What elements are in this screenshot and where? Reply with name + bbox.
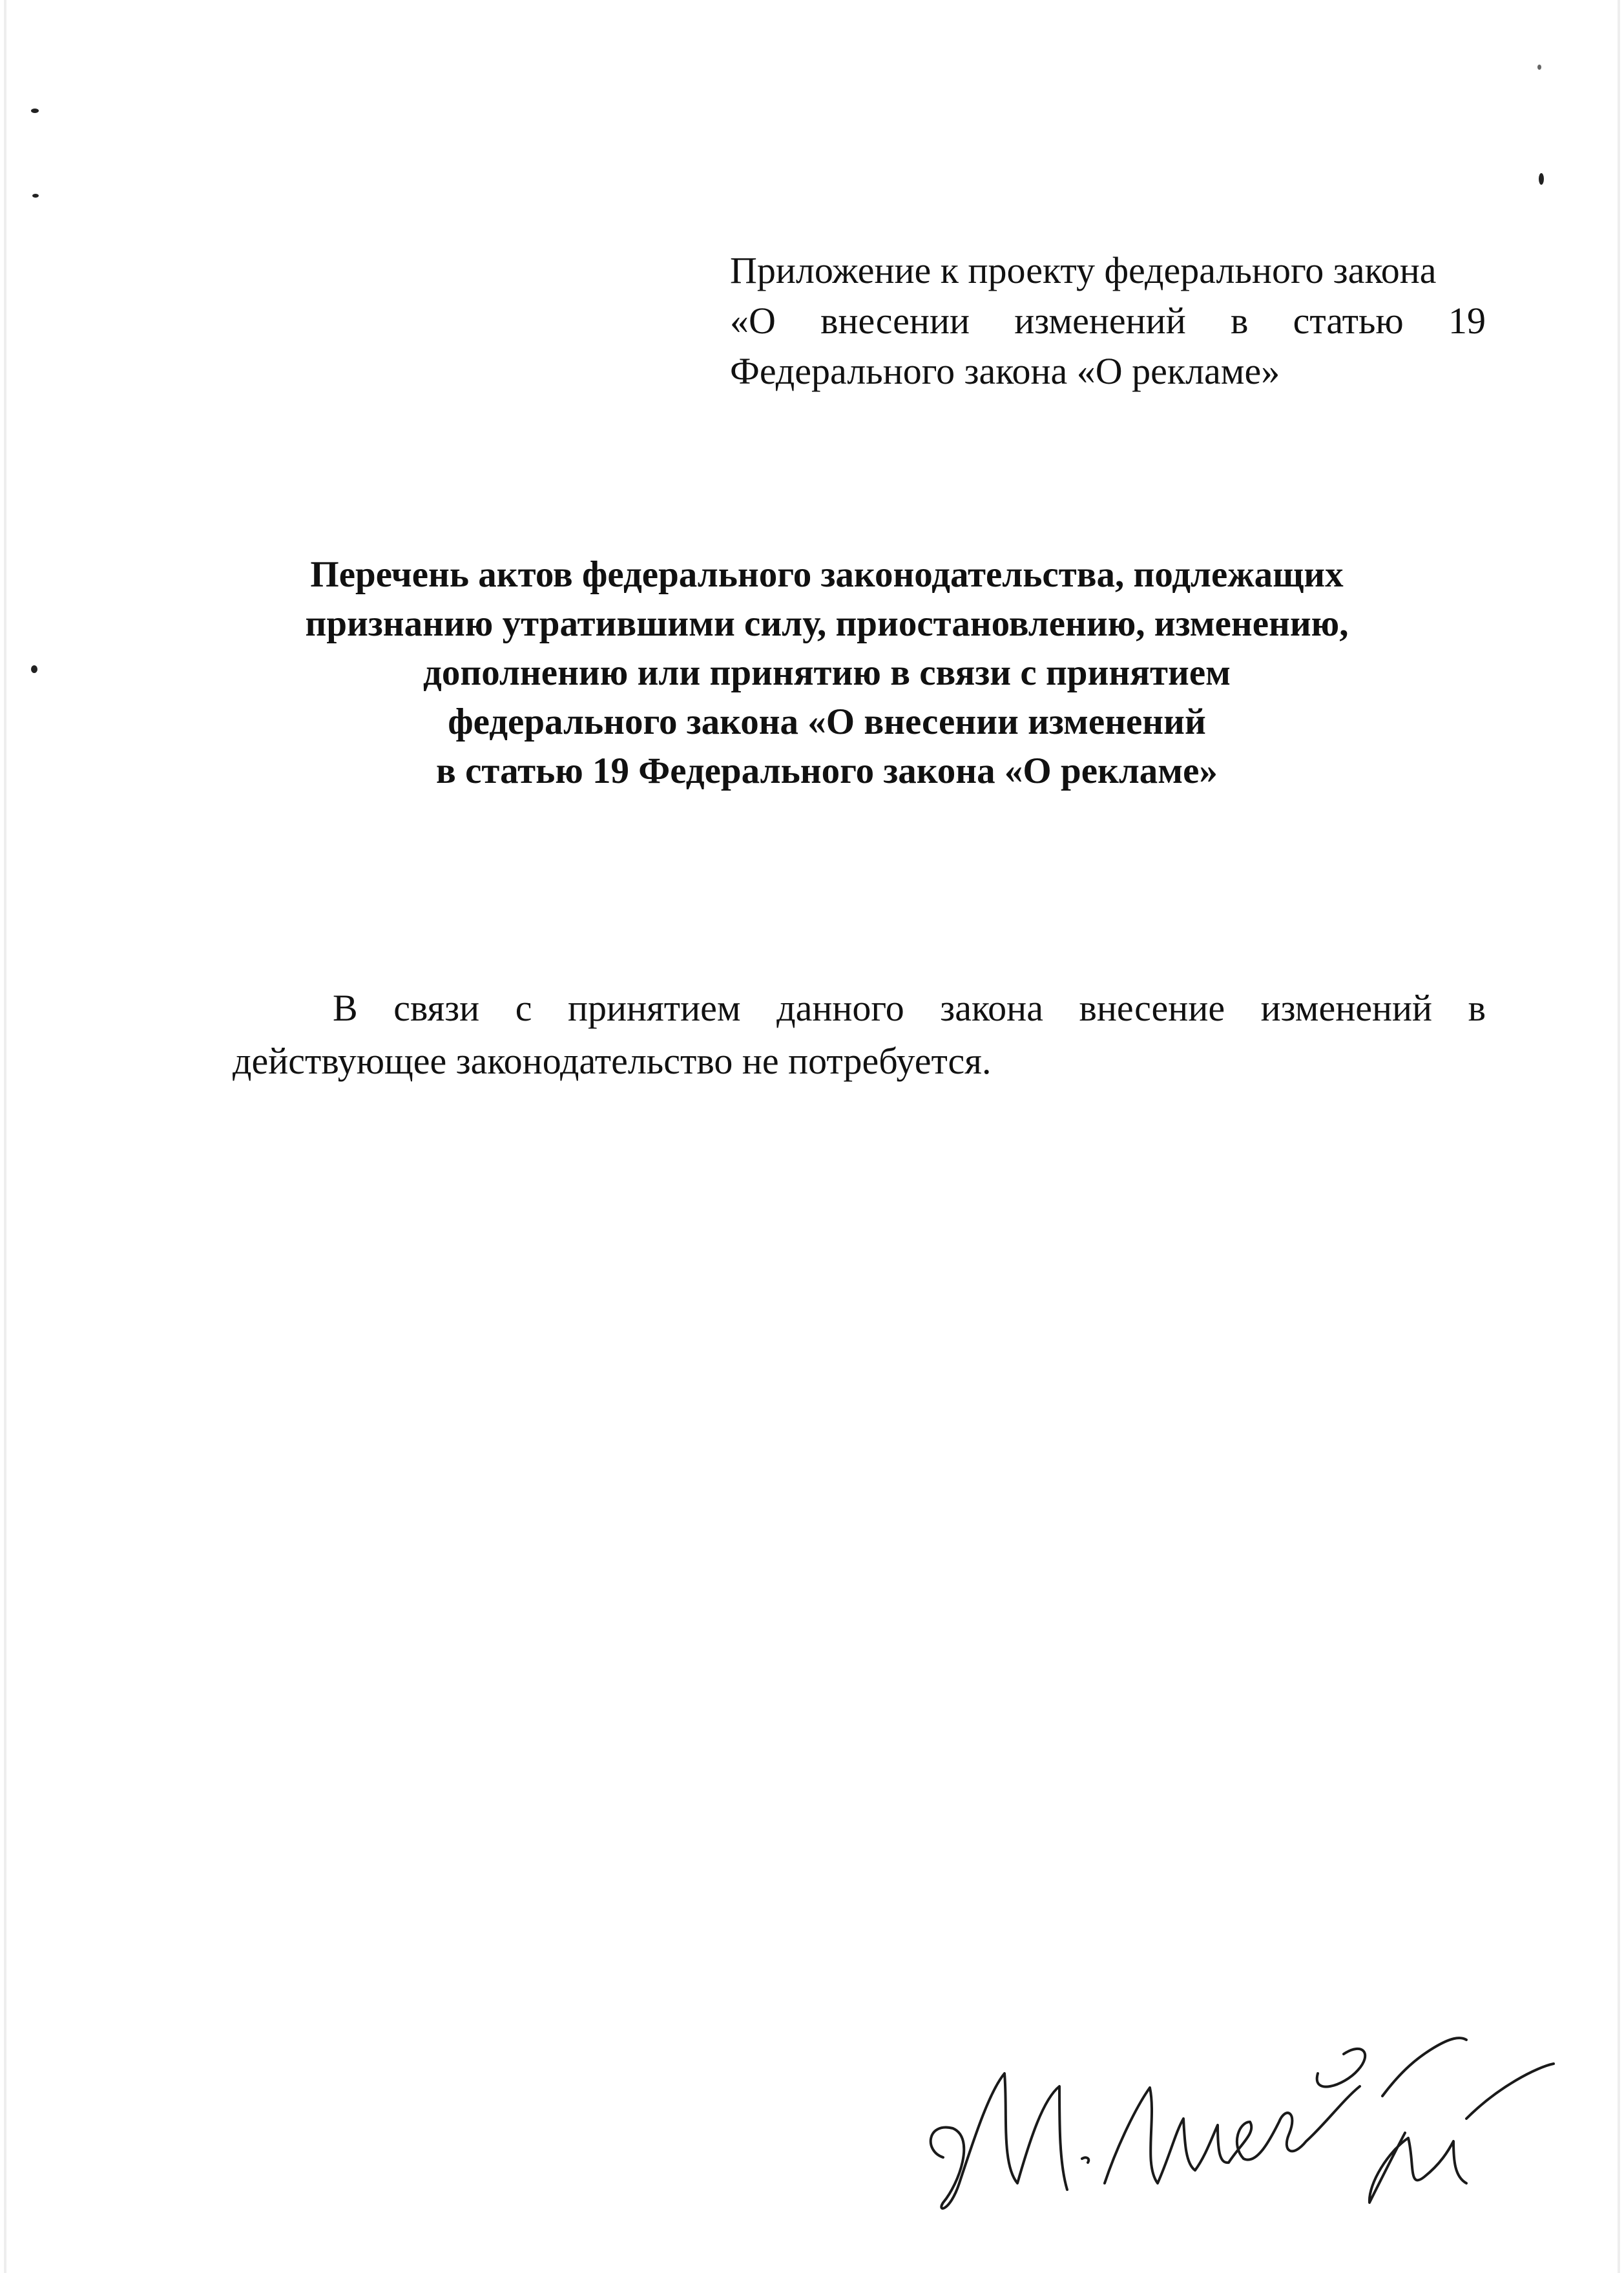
appendix-line: Федерального закона «О рекламе» [730, 350, 1280, 392]
title-line: в статью 19 Федерального закона «О рекламе» [436, 751, 1218, 791]
scan-speck [31, 665, 37, 673]
body-line: действующее законодательство не потребуется. [233, 1040, 992, 1082]
scan-edge-left [4, 0, 6, 2273]
document-title [194, 550, 1460, 796]
title-line: признанию утратившими силу, приостановлению, изменению, [305, 603, 1349, 644]
title-line: Перечень актов федерального законодательства, подлежащих [310, 554, 1344, 595]
body-line: В связи с принятием данного закона внесение изменений в [333, 987, 1486, 1029]
scan-edge-right [1618, 0, 1620, 2273]
appendix-line: Приложение к проекту федерального закона [730, 249, 1437, 291]
title-line: дополнению или принятию в связи с принятием [423, 652, 1231, 693]
scan-speck [31, 109, 39, 113]
handwritten-signature [898, 1989, 1557, 2248]
scan-speck [32, 194, 39, 198]
appendix-line: «О внесении изменений в статью 19 [730, 300, 1486, 342]
appendix-note [730, 245, 1486, 397]
body-paragraph [233, 982, 1486, 1088]
scan-speck [1537, 65, 1541, 70]
title-line: федерального закона «О внесении изменений [448, 701, 1206, 742]
scan-speck [1539, 173, 1544, 185]
